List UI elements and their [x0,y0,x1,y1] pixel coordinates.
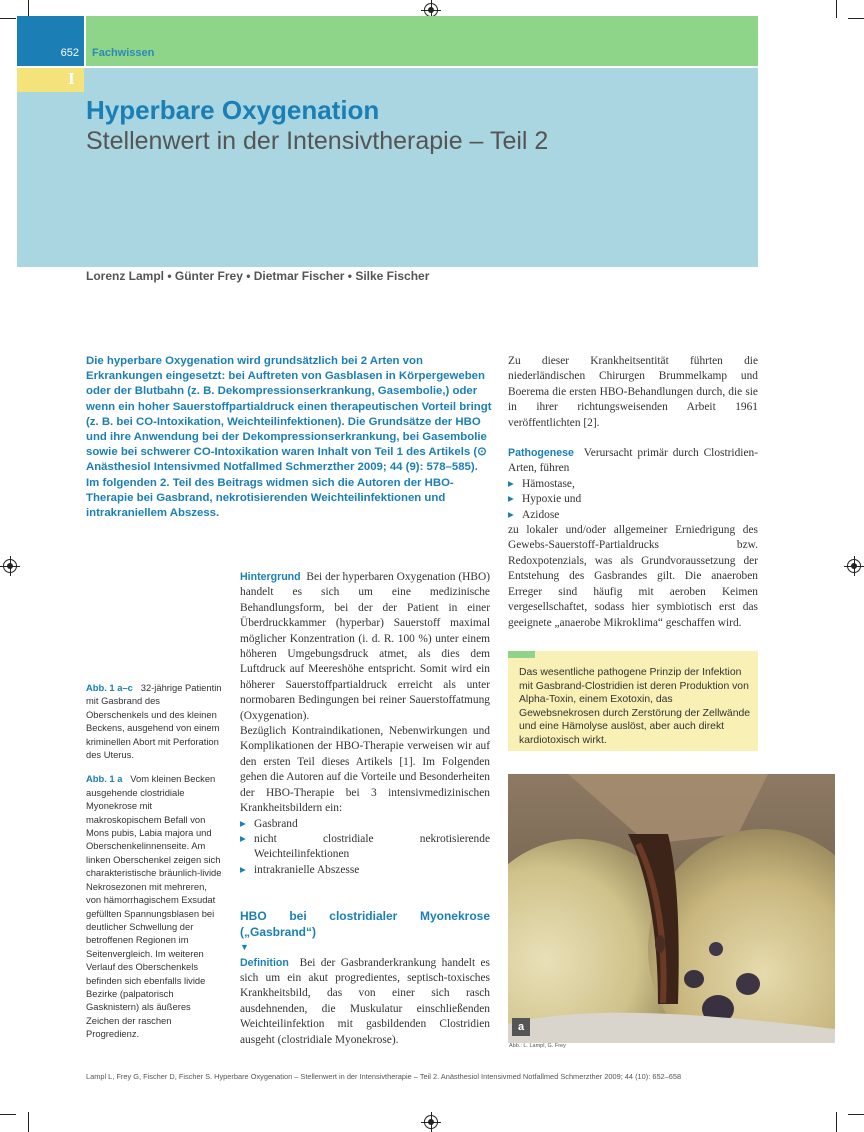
keyword-hintergrund: Hintergrund [240,571,301,583]
list-item: ▸ intrakranielle Abszesse [240,863,490,878]
crop-mark [0,1114,16,1115]
crop-mark [0,18,16,19]
paragraph: Bei der Gasbranderkrankung handelt es sich um ein akut progredientes, septisch-toxisches Krankheitsbild, das von einer sich rasch ausdehnenden, die Muskulatur einschließenden Weichteilinfektion mit gasbildenden Clostridien ausgeht (clostridiale Myonekrose). [240,956,490,1046]
page-number: 652 [60,47,79,59]
pathogenesis-list [508,477,758,523]
registration-mark-icon [424,1115,438,1129]
indication-list [240,817,490,879]
text-column-right [508,354,758,631]
clinical-photo [508,774,835,1043]
photo-credit: Abb.: L. Lampl, G. Frey [509,1043,566,1049]
section-label: Fachwissen [92,47,155,59]
registration-mark-icon [424,3,438,17]
keyword-pathogenese: Pathogenese [508,447,574,460]
paragraph: zu lokaler und/oder allgemeiner Erniedrigung des Gewebs-Sauerstoff-Partialdrucks bzw. Redoxpotenzials, was als Grundvoraussetzung der Entstehung des Gasbrandes gilt. Die anaeroben Erreger sind häufig mit aeroben Keimen vergesellschaftet, sodass hier symbiotisch erst das geeignete „anaerobe Mikroklima“ geschaffen wird. [508,524,758,629]
keyword-definition: Definition [240,956,289,969]
figure-caption [86,681,224,1052]
crop-mark [836,1112,837,1132]
crop-mark [848,18,864,19]
caption-text: 32-jährige Patientin mit Gasbrand des Oberschenkels und des kleinen Beckens, ausgehend von einem kriminellen Abort mit Perforation des Uterus. [86,682,222,761]
page-title: Hyperbare Oxygenation [86,95,380,125]
marker-label: I [68,69,75,88]
registration-mark-icon [847,559,861,573]
section-bar [86,16,758,66]
caption-label: Abb. 1 a–c [86,682,133,693]
abstract: Die hyperbare Oxygenation wird grundsätzlich bei 2 Arten von Erkrankungen eingesetzt: bei Auftreten von Gasblasen in Körpergeweben oder der Blutbahn (z. B. Dekompressionserkrankung, Gasembolie,) oder wenn ein hoher Sauerstoffpartialdruck einen therapeutischen Vorteil bringt (z. B. bei CO-Intoxikation, Weichteilinfektionen). Die Grundsätze der HBO und ihre Anwendung bei der Dekompressionserkrankung, bei Gasembolie sowie bei schwerer CO-Intoxikation waren Inhalt von Teil 1 des Artikels (⊙ Anästhesiol Intensivmed Notfallmed Schmerzther 2009; 44 (9): 578–585). Im folgenden 2. Teil des Beitrags widmen sich die Autoren der HBO-Therapie bei Gasbrand, nekrotisierenden Weichteilinfektionen und intrakraniellem Abszess. [86,355,492,520]
author-list: Lorenz Lampl • Günter Frey • Dietmar Fischer • Silke Fischer [86,269,430,283]
caption-text: Vom kleinen Becken ausgehende clostridiale Myonekrose mit makroskopischem Befall von Mons pubis, Labia majora und Oberschenkelinnenseite. Am linken Oberschenkel zeigen sich charakteristische bräunlich-livide Nekrosezonen mit mehreren, von hämorrhagischem Exsudat gefüllten Spannungsblasen bei deutlicher Schwellung der betroffenen Regionen im Seitenvergleich. Im weiteren Verlauf des Oberschenkels befinden sich ebenfalls livide Bezirke (palpatorisch Gasknistern) als äußeres Zeichen der raschen Progredienz. [86,773,222,1040]
paragraph: Bei der hyperbaren Oxygenation (HBO) handelt es sich um eine medizinische Behandlungsform, bei der der Patient in einer Überdruckkammer (hyperbar) Sauerstoff maximal möglicher Konzentration (i. d. R. 100 %) unter einem höheren Umgebungsdruck atmet, als dies dem Luftdruck auf Meereshöhe entspricht. Somit wird ein höherer Sauerstoffpartialdruck erreicht als unter normobaren Bedingungen bei reiner Sauerstoffatmung (Oxygenation). [240,571,490,722]
info-box-text: Das wesentliche pathogene Prinzip der Infektion mit Gasbrand-Clostridien ist deren Produktion von Alpha-Toxin, einem Exotoxin, das Gewebsnekrosen durch Zerstörung der Zellwände und eine Hämolyse auslöst, aber auch direkt kardiotoxisch wirkt. [519,667,751,746]
page-subtitle: Stellenwert in der Intensivtherapie – Teil 2 [86,127,549,155]
text-column-middle [240,570,490,1048]
list-item: ▸ Hypoxie und [508,492,758,507]
list-item: ▸ Hämostase, [508,477,758,492]
paragraph: Bezüglich Kontraindikationen, Nebenwirkungen und Komplikationen der HBO-Therapie verweisen wir auf den ersten Teil dieses Artikels [1]. Im Folgenden gehen die Autoren auf die Vorteile und Besonderheiten der HBO-Therapie bei 3 intensivmedizinischen Krankheitsbildern ein: [240,725,490,815]
section-heading: HBO bei clostridialer Myonekrose („Gasbrand“) [240,909,490,940]
paragraph: Zu dieser Krankheitsentität führten die niederländischen Chirurgen Brummelkamp und Boerema die ersten HBO-Behandlungen durch, die sie in ihrer richtungsweisenden Arbeit 1961 veröffentlichten [2]. [508,355,758,429]
registration-mark-icon [3,559,17,573]
heading-marker-icon: ▼ [240,942,249,953]
citation-footer: Lampl L, Frey G, Fischer D, Fischer S. Hyperbare Oxygenation – Stellenwert in der Intensivtherapie – Teil 2. Anästhesiol Intensivmed Notfallmed Schmerzther 2009; 44 (10): 652–658 [86,1072,682,1081]
crop-mark [836,0,837,18]
info-box-tab [508,651,535,658]
paragraph: Verursacht primär durch Clostridien-Arten, führen [508,447,758,475]
figure-panel-label: a [512,1018,530,1036]
crop-mark [28,1112,29,1132]
crop-mark [848,1114,864,1115]
list-item: ▸ Azidose [508,508,758,523]
list-item: ▸ Gasbrand [240,817,490,832]
list-item: ▸ nicht clostridiale nekrotisierende Weichteilinfektionen [240,832,490,863]
caption-label: Abb. 1 a [86,773,123,785]
